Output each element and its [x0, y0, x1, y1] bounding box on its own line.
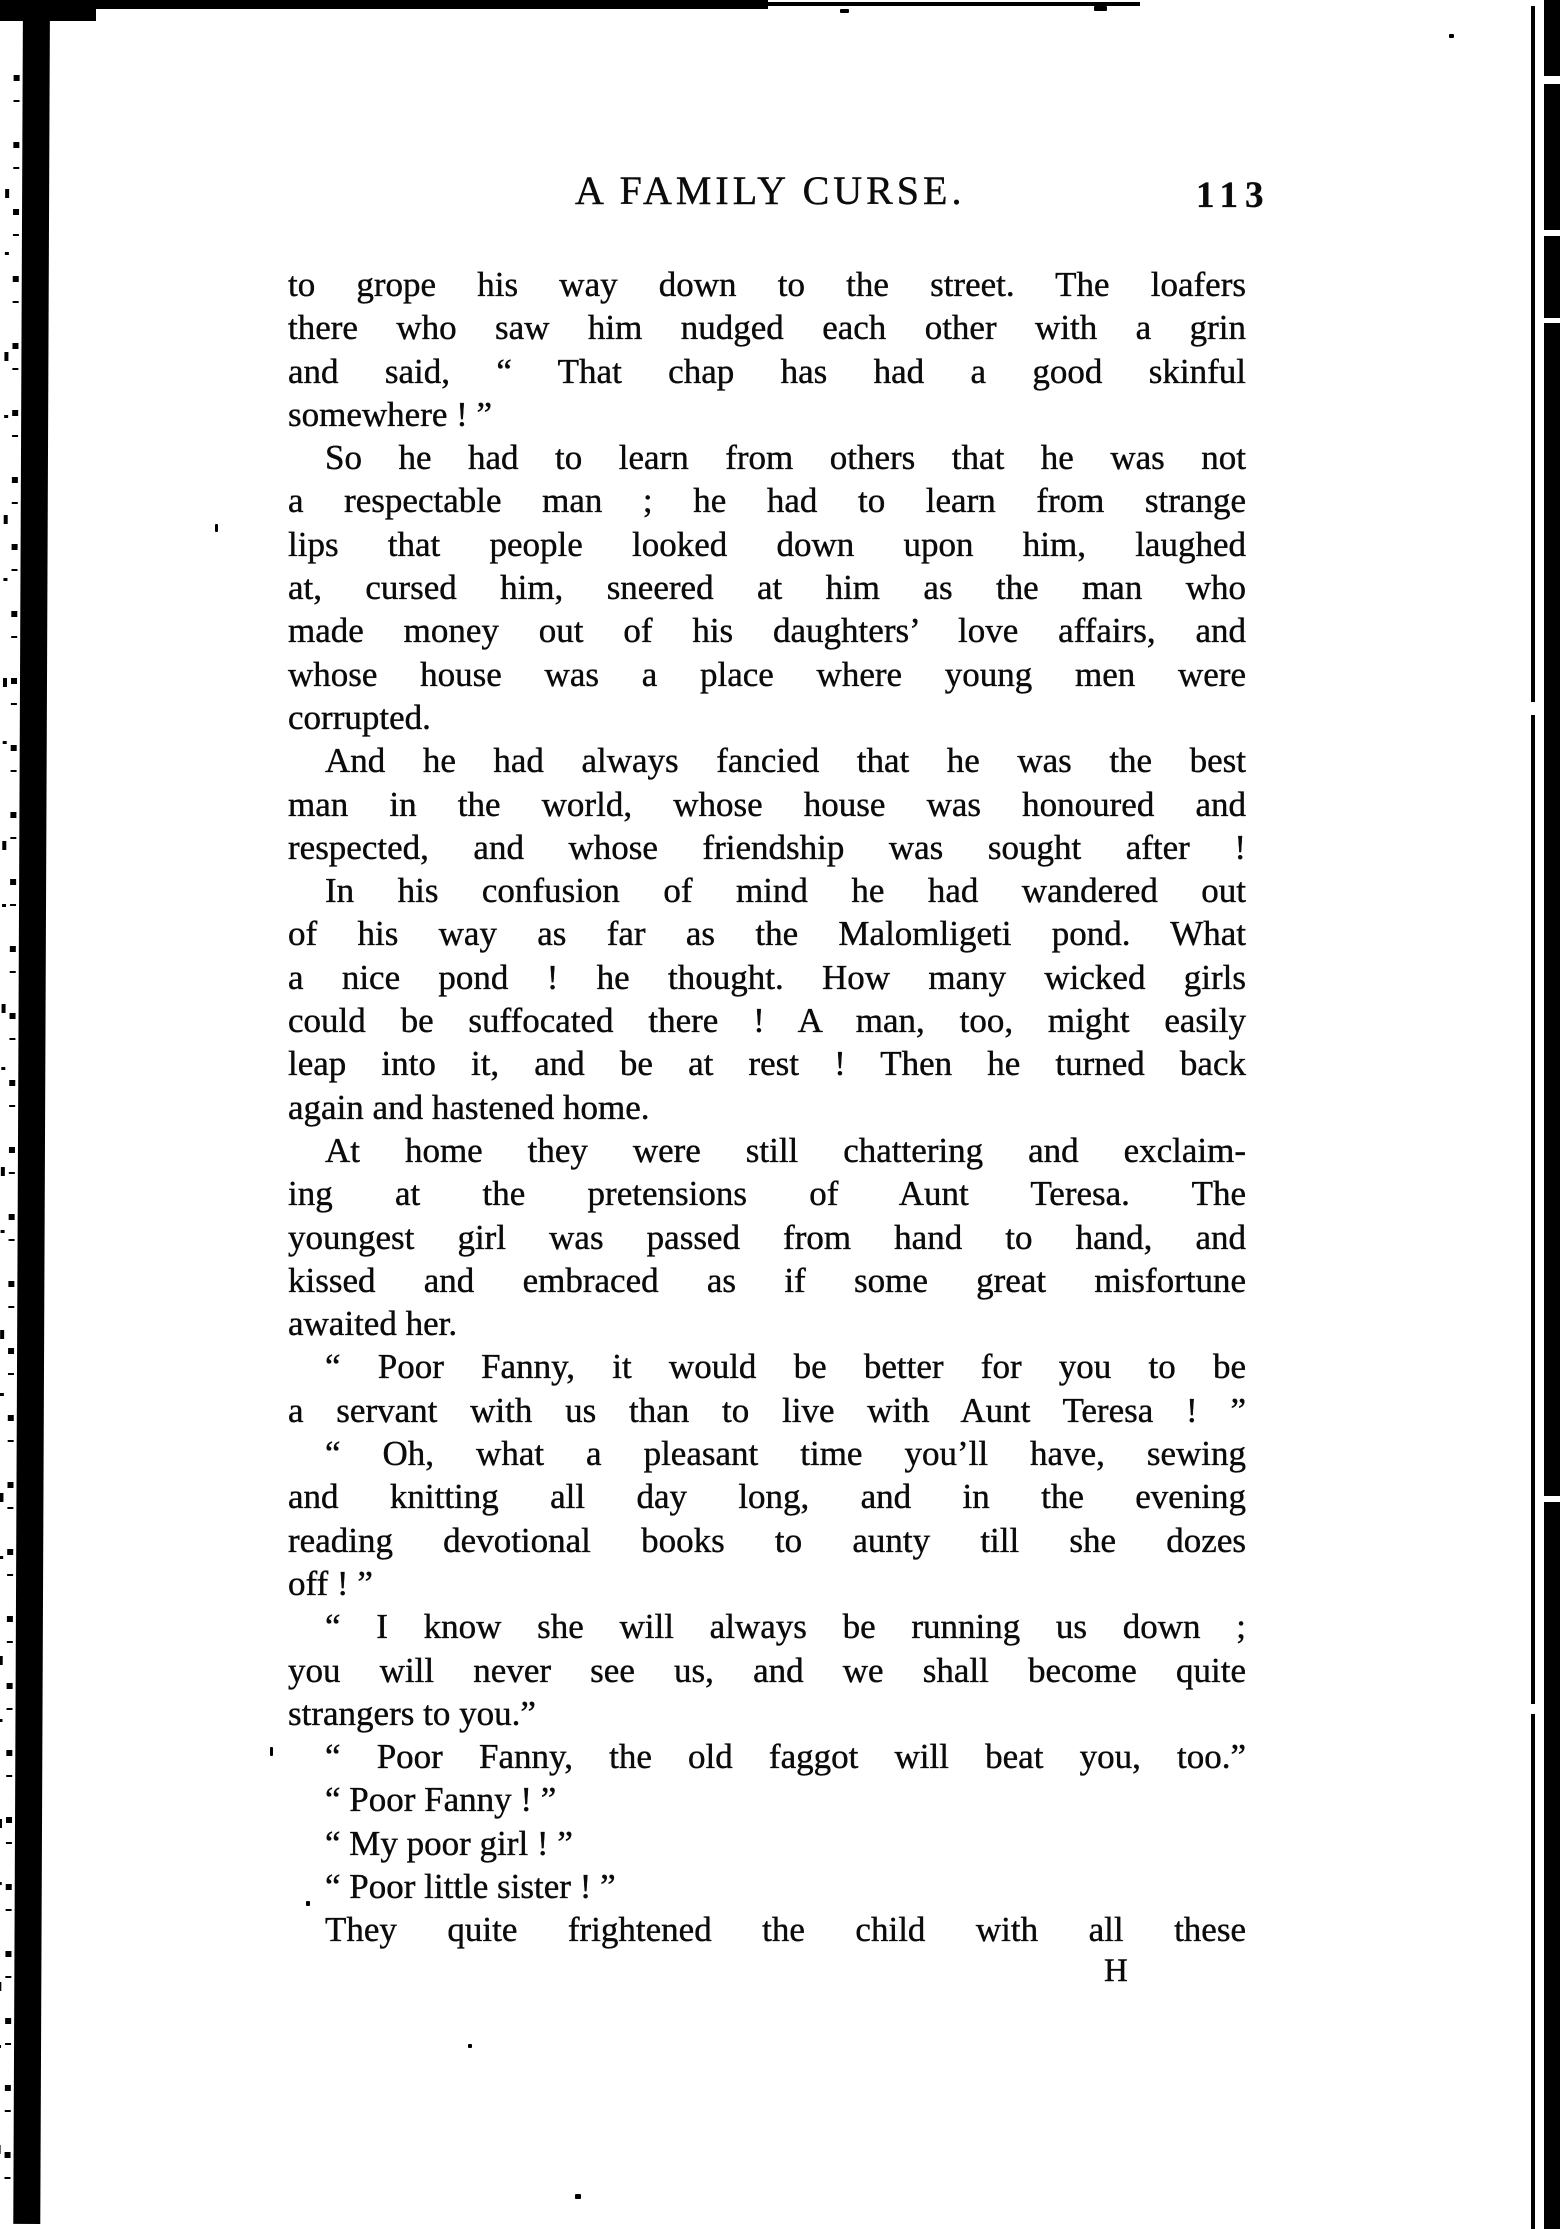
- scan-top-edge-thin: [768, 2, 1140, 6]
- text-line: And he had always fancied that he was the best: [325, 741, 1246, 781]
- scan-edge-gap: [1530, 702, 1536, 715]
- text-line: “ Poor Fanny ! ”: [325, 1780, 557, 1820]
- scan-edge-gap: [1543, 230, 1560, 236]
- text-line: youngest girl was passed from hand to hand, and: [288, 1217, 1246, 1257]
- scan-top-edge: [0, 0, 768, 9]
- text-line: strangers to you.”: [288, 1693, 536, 1733]
- scan-right-edge-line: [1531, 6, 1535, 2229]
- text-line: you will never see us, and we shall become quite: [288, 1650, 1246, 1690]
- text-line: whose house was a place where young men were: [288, 654, 1246, 694]
- text-line: corrupted.: [288, 697, 431, 737]
- ink-speck: [215, 524, 218, 532]
- text-line: made money out of his daughters’ love affairs, and: [288, 611, 1246, 651]
- ink-speck: [468, 2044, 472, 2048]
- ink-speck: [840, 9, 849, 13]
- text-line: there who saw him nudged each other with a grin: [288, 308, 1246, 348]
- text-line: and said, “ That chap has had a good skinful: [288, 351, 1246, 391]
- scan-right-edge: [1544, 0, 1560, 2229]
- text-line: At home they were still chattering and exclaim-: [325, 1130, 1246, 1170]
- text-line: “ Poor Fanny, it would be better for you to be: [325, 1347, 1246, 1387]
- text-line: leap into it, and be at rest ! Then he turned back: [288, 1044, 1246, 1084]
- scan-edge-gap: [1543, 1496, 1560, 1502]
- ink-speck: [1094, 6, 1107, 11]
- text-line: and knitting all day long, and in the evening: [288, 1477, 1246, 1517]
- text-line: a respectable man ; he had to learn from strange: [288, 481, 1246, 521]
- text-line: reading devotional books to aunty till she dozes: [288, 1520, 1246, 1560]
- scan-edge-gap: [1543, 76, 1560, 84]
- text-line: man in the world, whose house was honoured and: [288, 784, 1246, 824]
- ink-speck: [575, 2194, 581, 2199]
- text-line: a servant with us than to live with Aunt Teresa ! ”: [288, 1390, 1246, 1430]
- running-head-title: A FAMILY CURSE.: [575, 168, 966, 213]
- text-line: to grope his way down to the street. The loafers: [288, 265, 1246, 304]
- signature-mark: H: [1104, 1953, 1128, 1989]
- text-line: respected, and whose friendship was sought after !: [288, 827, 1246, 867]
- text-line: of his way as far as the Malomligeti pond. What: [288, 914, 1246, 954]
- scan-edge-gap: [1530, 1704, 1536, 1714]
- text-line: “ Poor little sister ! ”: [325, 1866, 616, 1906]
- text-line: “ My poor girl ! ”: [325, 1823, 573, 1863]
- ink-speck: [270, 1747, 273, 1756]
- text-line: They quite frightened the child with all these: [325, 1910, 1246, 1950]
- text-line: at, cursed him, sneered at him as the man who: [288, 568, 1246, 608]
- ink-speck: [1449, 34, 1454, 38]
- text-line: lips that people looked down upon him, laughed: [288, 524, 1246, 564]
- text-line: again and hastened home.: [288, 1087, 650, 1127]
- text-line: could be suffocated there ! A man, too, might easily: [288, 1001, 1246, 1041]
- text-line: So he had to learn from others that he was not: [325, 438, 1246, 478]
- scan-edge-gap: [1543, 318, 1560, 323]
- text-line: off ! ”: [288, 1563, 373, 1603]
- text-line: In his confusion of mind he had wandered out: [325, 871, 1246, 911]
- text-line: “ Poor Fanny, the old faggot will beat you, too.”: [325, 1737, 1246, 1777]
- text-line: “ Oh, what a pleasant time you’ll have, sewing: [325, 1434, 1246, 1474]
- binding-gutter-shadow: [13, 0, 50, 2224]
- text-line: a nice pond ! he thought. How many wicked girls: [288, 957, 1246, 997]
- text-line: kissed and embraced as if some great misfortune: [288, 1260, 1246, 1300]
- text-line: awaited her.: [288, 1304, 458, 1344]
- text-line: “ I know she will always be running us down ;: [325, 1607, 1246, 1647]
- page-number: 113: [1196, 175, 1271, 216]
- text-column: [288, 263, 1246, 1952]
- text-line: somewhere ! ”: [288, 394, 493, 434]
- text-line: ing at the pretensions of Aunt Teresa. The: [288, 1174, 1246, 1214]
